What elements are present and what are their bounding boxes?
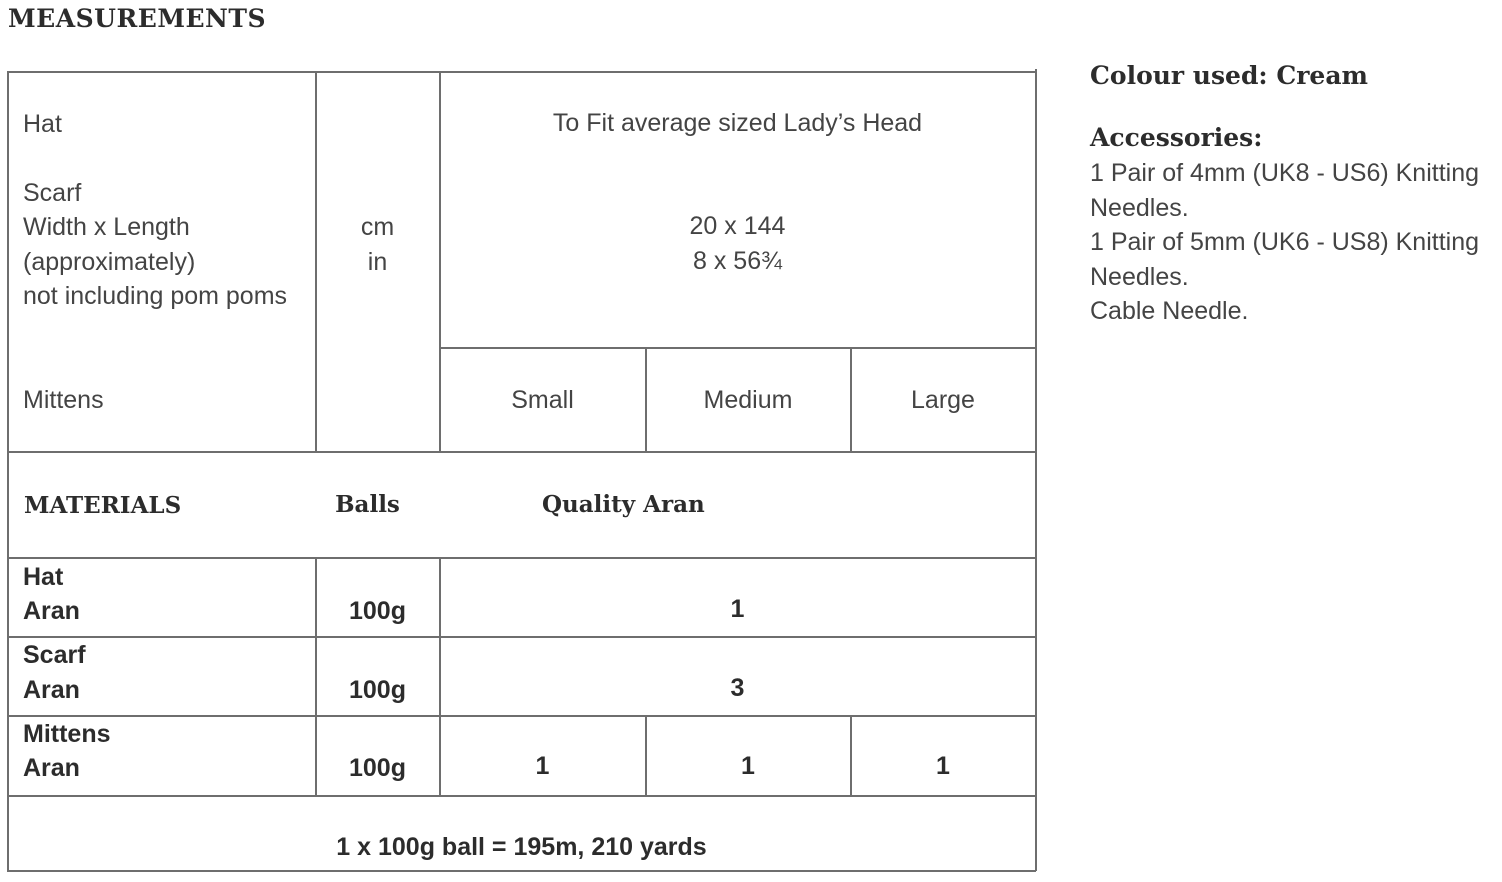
- mittens-balls-small: 1: [535, 752, 550, 780]
- mittens-balls-medium: 1: [741, 752, 755, 780]
- table-divider-measurements: [7, 451, 1036, 453]
- hat-row-item: Hat: [23, 563, 64, 591]
- scarf-desc-line-2: (approximately): [23, 248, 196, 276]
- hat-row-balls: 1: [730, 595, 745, 623]
- table-divider-hat: [7, 636, 1036, 638]
- table-divider-sizes: [440, 347, 1036, 349]
- accessories-line-3: 1 Pair of 5mm (UK6 - US8) Knitting: [1090, 228, 1480, 256]
- hat-fit-text: To Fit average sized Lady’s Head: [552, 109, 923, 137]
- mittens-row-weight: 100g: [349, 754, 406, 782]
- mittens-label: Mittens: [23, 386, 104, 414]
- scarf-row-item: Scarf: [23, 641, 86, 669]
- table-border-top: [7, 71, 1036, 73]
- scarf-row-weight: 100g: [349, 676, 406, 704]
- table-divider-materials-header: [7, 557, 1036, 559]
- mittens-row-item: Mittens: [23, 720, 111, 748]
- scarf-size-in: 8 x 56¾: [693, 247, 782, 275]
- size-medium: Medium: [703, 386, 793, 414]
- materials-heading: MATERIALS: [24, 492, 182, 519]
- balls-header: Balls: [335, 491, 400, 518]
- scarf-desc-line-3: not including pom poms: [23, 282, 288, 310]
- scarf-desc-line-1: Width x Length: [23, 213, 190, 241]
- unit-cm: cm: [360, 213, 395, 241]
- scarf-label: Scarf: [23, 179, 82, 207]
- table-border-right: [1035, 69, 1037, 871]
- table-divider-mittens: [7, 795, 1036, 797]
- accessories-line-5: Cable Needle.: [1090, 297, 1249, 325]
- accessories-line-4: Needles.: [1090, 262, 1189, 291]
- mittens-row-yarn: Aran: [23, 754, 80, 782]
- table-border-bottom: [7, 870, 1036, 872]
- page-title: MEASUREMENTS: [8, 4, 267, 33]
- size-small: Small: [511, 386, 574, 414]
- ball-length-note: 1 x 100g ball = 195m, 210 yards: [336, 833, 707, 861]
- table-border-left: [7, 71, 9, 871]
- mittens-balls-large: 1: [936, 752, 950, 780]
- accessories-line-2: Needles.: [1090, 193, 1189, 222]
- colour-used: Colour used: Cream: [1090, 61, 1368, 90]
- quality-header: Quality Aran: [542, 491, 705, 518]
- unit-in: in: [367, 248, 388, 276]
- scarf-row-yarn: Aran: [23, 676, 80, 704]
- table-divider-scarf: [7, 715, 1036, 717]
- accessories-title: Accessories:: [1090, 123, 1263, 152]
- hat-row-weight: 100g: [349, 597, 406, 625]
- sidebar: [1090, 58, 1500, 329]
- hat-row-yarn: Aran: [23, 597, 80, 625]
- accessories-line-1: 1 Pair of 4mm (UK8 - US6) Knitting: [1090, 159, 1480, 187]
- scarf-size-cm: 20 x 144: [689, 212, 786, 240]
- scarf-row-balls: 3: [730, 674, 745, 702]
- size-large: Large: [911, 386, 975, 414]
- hat-label: Hat: [23, 110, 62, 138]
